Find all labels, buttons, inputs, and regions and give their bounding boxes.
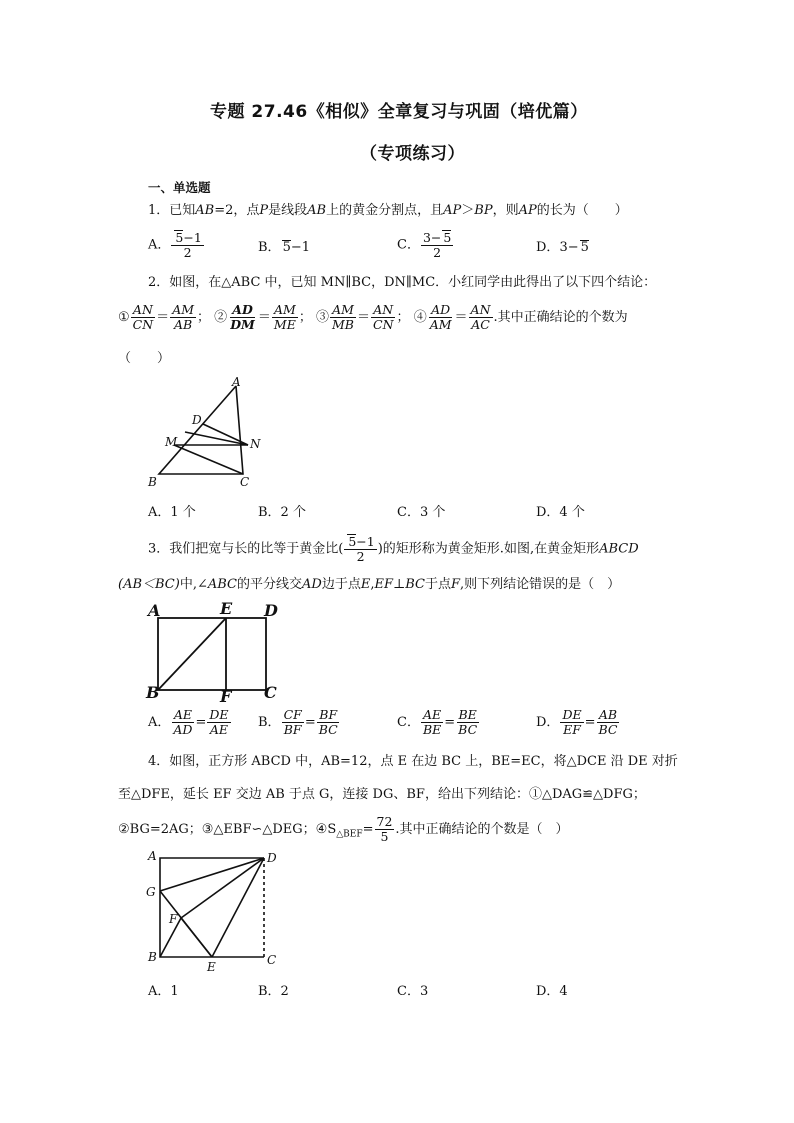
fraction-num: AD — [232, 302, 253, 317]
q1-text: 的长为（ ） — [536, 203, 628, 218]
q3-var: E — [360, 577, 371, 592]
option-label: C． — [397, 237, 420, 253]
q2-option-b[interactable]: B．2 个 — [258, 505, 306, 520]
fraction-num: AB — [598, 707, 618, 722]
option-label: D． — [536, 240, 560, 255]
q3-var: F — [451, 577, 461, 592]
q1-text: 是线段 — [268, 203, 308, 218]
fraction — [228, 303, 257, 332]
label-d: D — [267, 851, 277, 865]
fraction-num: AE — [173, 707, 192, 722]
q4-option-b[interactable]: B．2 — [258, 984, 289, 999]
fraction-den: AD — [173, 722, 193, 737]
label-f: F — [169, 912, 178, 926]
fraction-num: 72 — [376, 814, 393, 829]
equals-sign: = — [304, 715, 316, 730]
option-label: D． — [536, 715, 560, 730]
sqrt-radicand: 5 — [443, 230, 452, 245]
equals-sign: = — [444, 715, 456, 730]
fraction-num: BF — [319, 707, 338, 722]
rect-abcd — [158, 618, 266, 690]
conclusion-label: ① — [118, 310, 130, 325]
q3-option-d[interactable] — [536, 708, 620, 737]
q3-text: 3．我们把宽与长的比等于黄金比( — [148, 541, 344, 557]
q4-stem-line2: 至△DFE，延长 EF 交边 AB 于点 G，连接 DG、BF，给出下列结论：①△DAG≌△DFG； — [118, 787, 646, 802]
fraction-den: BC — [598, 722, 618, 737]
q3-option-a[interactable] — [148, 708, 232, 737]
q3-text: , — [370, 577, 375, 592]
separator: ； — [197, 310, 211, 325]
fraction-num-tail: −1 — [183, 230, 202, 245]
q1-var: AP — [518, 203, 537, 218]
fraction-den: AM — [429, 317, 452, 332]
q3-option-c[interactable] — [397, 708, 480, 737]
q2-option-a[interactable]: A．1 个 — [148, 505, 196, 520]
label-e: E — [207, 960, 216, 974]
fraction-den: BF — [283, 722, 302, 737]
option-label: B． — [258, 715, 281, 730]
equals-sign: = — [195, 715, 207, 730]
q3-var: (AB＜BC) — [118, 577, 180, 592]
label-c: C — [264, 683, 277, 702]
fraction-den: AC — [471, 317, 490, 332]
q3-option-b[interactable] — [258, 708, 341, 737]
fraction-den: 2 — [356, 549, 365, 564]
fraction — [375, 815, 395, 844]
label-c: C — [240, 475, 250, 489]
q3-stem-line1 — [148, 534, 639, 564]
q1-var: P — [259, 203, 269, 218]
label-c: C — [267, 953, 277, 967]
label-m: M — [165, 435, 178, 449]
fraction — [272, 303, 298, 332]
fraction-den: CN — [132, 317, 154, 332]
equals-sign: ＝ — [257, 310, 271, 325]
q1-option-a[interactable] — [148, 230, 205, 260]
fraction — [171, 230, 203, 260]
q1-var: BP — [474, 203, 493, 218]
q1-var: AB — [195, 203, 215, 218]
label-a: A — [232, 375, 241, 389]
q2-tail: .其中正确结论的个数为 — [493, 310, 628, 325]
label-f: F — [220, 687, 232, 704]
q3-stem-line2 — [118, 578, 620, 591]
fraction-num: CF — [283, 707, 302, 722]
fraction — [469, 303, 493, 332]
fraction-den: DM — [230, 317, 255, 332]
q4-stem-line3 — [118, 815, 569, 844]
fraction-num: AM — [273, 302, 296, 317]
fraction-num: AN — [470, 302, 491, 317]
fraction-den: 2 — [433, 245, 442, 260]
q2-conclusions — [118, 303, 628, 332]
fraction-den: MB — [332, 317, 354, 332]
q3-var: ABC — [207, 577, 237, 592]
fraction-num: DE — [209, 707, 229, 722]
option-text: 3− — [559, 240, 579, 255]
label-e: E — [220, 600, 233, 618]
q2-option-c[interactable]: C．3 个 — [397, 505, 446, 520]
label-a: A — [148, 601, 161, 620]
label-a: A — [148, 849, 157, 863]
q3-text: )的矩形称为黄金矩形.如图,在黄金矩形 — [377, 541, 600, 557]
fraction-den: BC — [458, 722, 478, 737]
segment-fd — [181, 858, 264, 918]
sqrt-radicand: 5 — [580, 240, 589, 255]
q2-paren: （ ） — [118, 351, 171, 366]
q3-figure — [140, 600, 290, 704]
conclusion-label: ④ — [413, 310, 427, 325]
fraction-num: AM — [172, 302, 195, 317]
sqrt-radicand: 5 — [175, 230, 184, 245]
fraction — [170, 303, 196, 332]
fraction-num-tail: −1 — [356, 534, 375, 549]
segment-dn — [203, 424, 248, 445]
q1-var: AP — [443, 203, 462, 218]
fraction-num-head: 3− — [422, 230, 442, 245]
conclusion-label: ③ — [315, 310, 329, 325]
option-label: B． — [258, 240, 281, 255]
q4-text: .其中正确结论的个数是（ ） — [395, 822, 569, 837]
q1-text: ，则 — [492, 203, 519, 218]
separator: ； — [298, 310, 312, 325]
fraction-den: AE — [209, 722, 229, 737]
q1-option-c[interactable] — [397, 230, 454, 260]
label-b: B — [146, 683, 160, 702]
fraction-num: AM — [332, 302, 354, 317]
fraction-den: 2 — [183, 245, 192, 260]
label-b: B — [148, 475, 157, 489]
fraction — [456, 708, 479, 737]
fraction-num: AD — [431, 302, 451, 317]
equals-sign: ＝ — [156, 310, 170, 325]
q3-var: ABCD — [599, 541, 639, 557]
fraction-den: BE — [422, 722, 442, 737]
q3-var: EF — [374, 577, 393, 592]
q2-figure — [140, 374, 270, 494]
separator: ； — [396, 310, 410, 325]
section-heading: 一、单选题 — [148, 180, 211, 195]
q4-option-c[interactable]: C．3 — [397, 984, 429, 999]
fraction — [371, 303, 396, 332]
label-d: D — [192, 413, 202, 427]
q3-text: 中,∠ — [179, 577, 208, 592]
q1-text: =2，点 — [214, 203, 260, 218]
q3-text: 的平分线交 — [237, 577, 303, 592]
fraction — [421, 230, 453, 260]
fraction — [282, 708, 304, 737]
equals-sign: = — [362, 822, 374, 837]
q1-text: 上的黄金分割点，且 — [326, 203, 444, 218]
q1-var: AB — [307, 203, 327, 218]
fraction-num: AE — [423, 707, 442, 722]
sqrt-radicand: 5 — [282, 240, 291, 255]
option-label: A． — [148, 715, 171, 730]
fraction-den: BC — [318, 722, 338, 737]
segment-dn2 — [185, 432, 248, 445]
option-text: −1 — [290, 240, 311, 255]
fraction-num: AN — [132, 302, 153, 317]
label-n: N — [250, 437, 261, 451]
q4-stem-line1: 4．如图，正方形 ABCD 中，AB=12，点 E 在边 BC 上，BE=EC，将△DCE 沿 DE 对折 — [148, 754, 678, 769]
fraction — [597, 708, 620, 737]
page-title: 专题 27.46《相似》全章复习与巩固（培优篇） — [210, 102, 588, 122]
q2-option-d[interactable]: D．4 个 — [536, 505, 585, 520]
fraction — [421, 708, 443, 737]
q3-text: ⊥ — [393, 577, 406, 592]
fraction-num: DE — [562, 707, 582, 722]
page-subtitle: （专项练习） — [360, 144, 465, 164]
option-label: A． — [148, 237, 171, 253]
square-abcd-solid — [160, 858, 264, 957]
label-d: D — [264, 601, 278, 620]
fraction — [330, 303, 356, 332]
fraction — [131, 303, 156, 332]
segment-mc — [174, 445, 243, 474]
q4-option-a[interactable]: A．1 — [148, 984, 179, 999]
fraction-num: BE — [458, 707, 477, 722]
q2-stem: 2．如图，在△ABC 中，已知 MN∥BC，DN∥MC．小红同学由此得出了以下四个结论： — [148, 275, 657, 290]
fraction — [317, 708, 340, 737]
q4-text: ②BG=2AG；③△EBF∽△DEG；④S — [118, 822, 337, 837]
q1-text: 1．已知 — [148, 203, 196, 218]
q3-var: BC — [405, 577, 425, 592]
q4-subscript: △BEF — [336, 829, 363, 840]
fraction-den: AB — [173, 317, 193, 332]
fraction-num: AN — [373, 302, 394, 317]
label-b: B — [148, 950, 157, 964]
q1-option-d[interactable] — [536, 240, 589, 254]
q4-figure — [140, 846, 290, 976]
q3-text: 边于点 — [321, 577, 361, 592]
segment-be — [158, 618, 226, 690]
q3-var: AD — [302, 577, 322, 592]
sqrt-radicand: 5 — [348, 534, 357, 549]
q1-option-b[interactable] — [258, 240, 310, 254]
equals-sign: ＝ — [357, 310, 371, 325]
label-g: G — [146, 885, 156, 899]
q1-text: ＞ — [461, 203, 475, 218]
fraction — [428, 303, 454, 332]
fraction-den: CN — [373, 317, 394, 332]
q1-stem — [148, 204, 628, 217]
segment-fe — [181, 918, 212, 957]
conclusion-label: ② — [214, 310, 228, 325]
q3-text: ,则下列结论错误的是（ ） — [460, 577, 621, 592]
fraction — [207, 708, 230, 737]
fraction — [560, 708, 583, 737]
fraction-den: EF — [563, 722, 581, 737]
q3-text: 于点 — [424, 577, 451, 592]
equals-sign: ＝ — [454, 310, 468, 325]
fraction-den: 5 — [380, 829, 389, 844]
fraction-den: ME — [273, 317, 296, 332]
q4-option-d[interactable]: D．4 — [536, 984, 568, 999]
option-label: C． — [397, 715, 420, 730]
fraction — [344, 534, 376, 564]
fraction — [171, 708, 194, 737]
equals-sign: = — [584, 715, 596, 730]
